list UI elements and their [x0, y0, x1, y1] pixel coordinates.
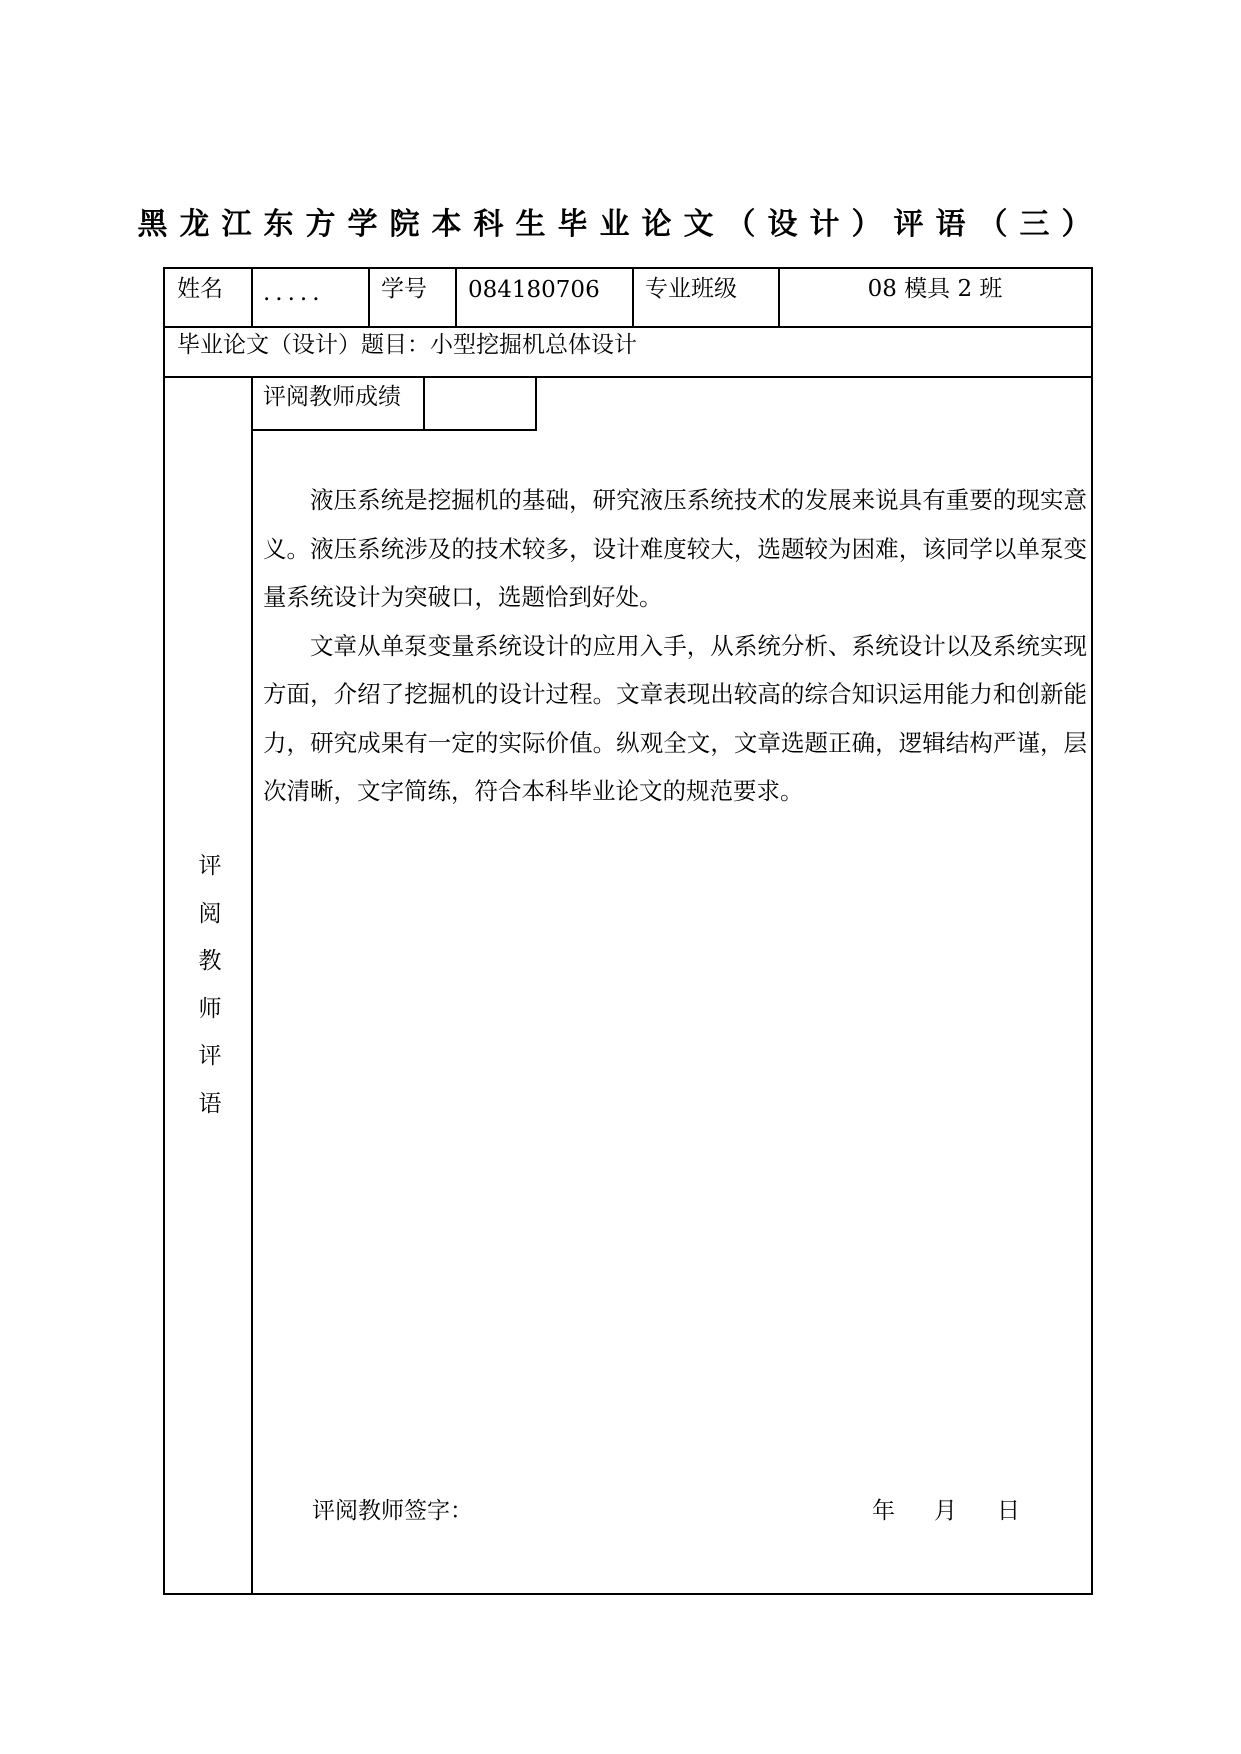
reviewer-comment: [263, 476, 1087, 816]
row-divider-topic: [163, 376, 1093, 378]
table-border-right: [1091, 267, 1093, 1595]
class-label: 专业班级: [645, 276, 737, 302]
thesis-topic: 毕业论文（设计）题目：小型挖掘机总体设计: [177, 332, 637, 358]
col-divider-1: [251, 267, 253, 328]
class-value: 08 模具 2 班: [867, 276, 1003, 302]
name-value: .....: [263, 280, 325, 306]
student-id-label: 学号: [381, 276, 427, 302]
grade-cell-right: [535, 376, 537, 431]
col-divider-4: [632, 267, 634, 328]
comment-paragraph: 液压系统是挖掘机的基础，研究液压系统技术的发展来说具有重要的现实意义。液压系统涉及的技术较多，设计难度较大，选题较为困难，该同学以单泵变量系统设计为突破口，选题恰到好处。: [263, 486, 1087, 611]
side-label-char: 教: [198, 948, 222, 974]
table-border-left: [163, 267, 165, 1595]
table-border-bottom: [163, 1593, 1093, 1595]
grade-cell-bottom: [251, 429, 537, 431]
signature-label: 评阅教师签字：: [312, 1498, 473, 1524]
grade-cell-divider: [423, 376, 425, 431]
table-border-top: [163, 267, 1093, 269]
signature-year: 年: [872, 1498, 895, 1524]
side-label-char: 阅: [198, 900, 222, 927]
reviewer-comment-side-label: [192, 843, 228, 1128]
student-id-value: 084180706: [468, 277, 600, 303]
col-divider-3: [455, 267, 457, 328]
side-label-char: 评: [198, 1043, 222, 1069]
signature-day: 日: [997, 1498, 1020, 1524]
signature-month: 月: [934, 1498, 957, 1524]
col-divider-2: [368, 267, 370, 328]
side-label-char: 评: [198, 853, 222, 879]
comment-paragraph: 文章从单泵变量系统设计的应用入手，从系统分析、系统设计以及系统实现方面，介绍了挖掘机的设计过程。文章表现出较高的综合知识运用能力和创新能力，研究成果有一定的实际价值。纵观全文，文章选题正确，逻辑结构严谨，层次清晰，文字简练，符合本科毕业论文的规范要求。: [263, 631, 1087, 805]
grade-label: 评阅教师成绩: [263, 384, 401, 410]
row-divider-info: [163, 326, 1093, 328]
name-label: 姓名: [177, 276, 223, 302]
side-label-char: 语: [198, 1090, 222, 1117]
document-title: 黑龙江东方学院本科生毕业论文（设计）评语（三）: [137, 207, 1104, 242]
side-label-divider: [251, 376, 253, 1595]
side-label-char: 师: [198, 995, 222, 1022]
